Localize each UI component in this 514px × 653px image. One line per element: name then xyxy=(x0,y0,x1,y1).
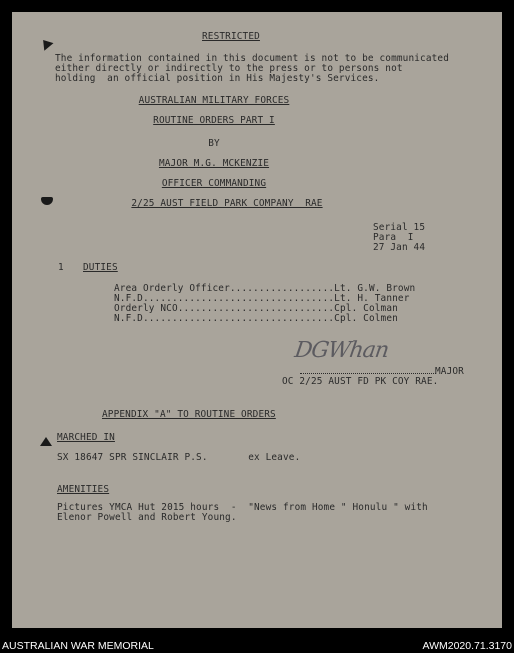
heading-orders: ROUTINE ORDERS PART I xyxy=(153,115,275,126)
duty-line: N.F.D.................................Cpl. Colmen xyxy=(114,313,398,324)
notice-line: The information contained in this document is not to be communicated xyxy=(55,53,450,64)
heading-officer: MAJOR M.G. MCKENZIE xyxy=(158,158,270,169)
marched-in-entry: SX 18647 SPR SINCLAIR P.S. ex Leave. xyxy=(57,452,301,463)
notice-line: either directly or indirectly to the press or to persons not xyxy=(55,63,403,74)
heading-role: OFFICER COMMANDING xyxy=(161,178,267,189)
signature-rank: MAJOR xyxy=(435,366,464,377)
duty-line: N.F.D.................................Lt. H. Tanner xyxy=(114,293,410,304)
signature: DGWhan xyxy=(293,338,390,363)
duty-line: Area Orderly Officer..................Lt. G.W. Brown xyxy=(114,283,416,294)
duty-line: Orderly NCO...........................Cpl. Colman xyxy=(114,303,398,314)
signature-rule xyxy=(300,373,436,374)
appendix-title: APPENDIX "A" TO ROUTINE ORDERS xyxy=(102,409,276,420)
amenities-line: Elenor Powell and Robert Young. xyxy=(57,512,237,523)
heading-forces: AUSTRALIAN MILITARY FORCES xyxy=(138,95,290,106)
document-page xyxy=(12,12,502,628)
footer-accession: AWM2020.71.3170 xyxy=(422,640,512,652)
duties-number: 1 xyxy=(58,262,64,273)
serial-number: Serial 15 xyxy=(373,222,426,233)
footer-bar xyxy=(0,639,514,653)
footer-source: AUSTRALIAN WAR MEMORIAL xyxy=(2,640,154,652)
punch-hole-mark xyxy=(40,437,52,446)
punch-hole-mark xyxy=(39,36,54,51)
marched-in-title: MARCHED IN xyxy=(57,432,115,443)
signature-unit: OC 2/25 AUST FD PK COY RAE. xyxy=(282,376,439,387)
notice-line: holding an official position in His Majesty's Services. xyxy=(55,73,380,84)
serial-date: 27 Jan 44 xyxy=(373,242,426,253)
duties-title: DUTIES xyxy=(83,262,118,273)
classification: RESTRICTED xyxy=(202,31,260,42)
heading-by: BY xyxy=(208,138,220,149)
heading-unit: 2/25 AUST FIELD PARK COMPANY RAE xyxy=(131,198,323,209)
amenities-line: Pictures YMCA Hut 2015 hours - "News from Home " Honulu " with xyxy=(57,502,428,513)
serial-para: Para I xyxy=(373,232,414,243)
amenities-title: AMENITIES xyxy=(57,484,110,495)
